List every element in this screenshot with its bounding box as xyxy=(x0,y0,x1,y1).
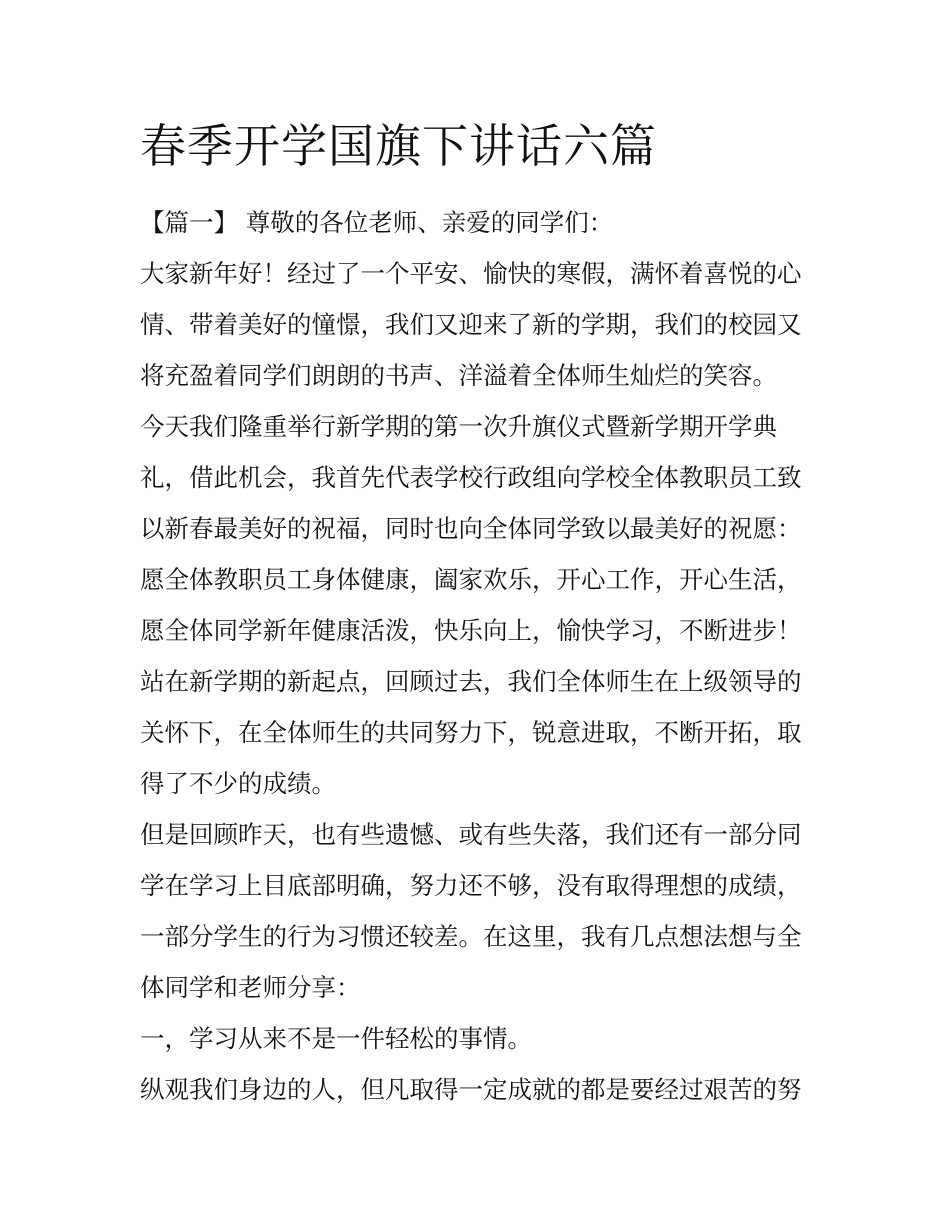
paragraph-line: 但是回顾昨天，也有些遗憾、或有些失落，我们还有一部分同 xyxy=(140,820,802,849)
paragraph-line: 关怀下，在全体师生的共同努力下，锐意进取，不断开拓，取 xyxy=(140,718,802,747)
document-title: 春季开学国旗下讲话六篇 xyxy=(140,119,657,173)
paragraph-line: 纵观我们身边的人，但凡取得一定成就的都是要经过艰苦的努 xyxy=(140,1075,802,1104)
paragraph-line: 将充盈着同学们朗朗的书声、洋溢着全体师生灿烂的笑容。 xyxy=(140,361,777,390)
paragraph-line: 得了不少的成绩。 xyxy=(140,769,336,798)
paragraph-line: 体同学和老师分享： xyxy=(140,973,361,1002)
paragraph-line: 一部分学生的行为习惯还较差。在这里，我有几点想法想与全 xyxy=(140,922,802,951)
paragraph-line: 一，学习从来不是一件轻松的事情。 xyxy=(140,1024,532,1053)
paragraph-line: 【篇一】 尊敬的各位老师、亲爱的同学们： xyxy=(140,208,614,237)
paragraph-line: 学在学习上目底部明确，努力还不够，没有取得理想的成绩， xyxy=(140,871,802,900)
paragraph-line: 愿全体教职员工身体健康，阖家欢乐，开心工作，开心生活， xyxy=(140,565,802,594)
paragraph-line: 大家新年好！经过了一个平安、愉快的寒假，满怀着喜悦的心 xyxy=(140,259,802,288)
paragraph-line: 情、带着美好的憧憬，我们又迎来了新的学期，我们的校园又 xyxy=(140,310,802,339)
paragraph-line: 以新春最美好的祝福，同时也向全体同学致以最美好的祝愿： xyxy=(140,514,802,543)
paragraph-line: 今天我们隆重举行新学期的第一次升旗仪式暨新学期开学典 xyxy=(140,412,777,441)
paragraph-line: 站在新学期的新起点，回顾过去，我们全体师生在上级领导的 xyxy=(140,667,802,696)
paragraph-line: 礼，借此机会，我首先代表学校行政组向学校全体教职员工致 xyxy=(140,463,802,492)
paragraph-line: 愿全体同学新年健康活泼，快乐向上，愉快学习，不断进步！ xyxy=(140,616,802,645)
